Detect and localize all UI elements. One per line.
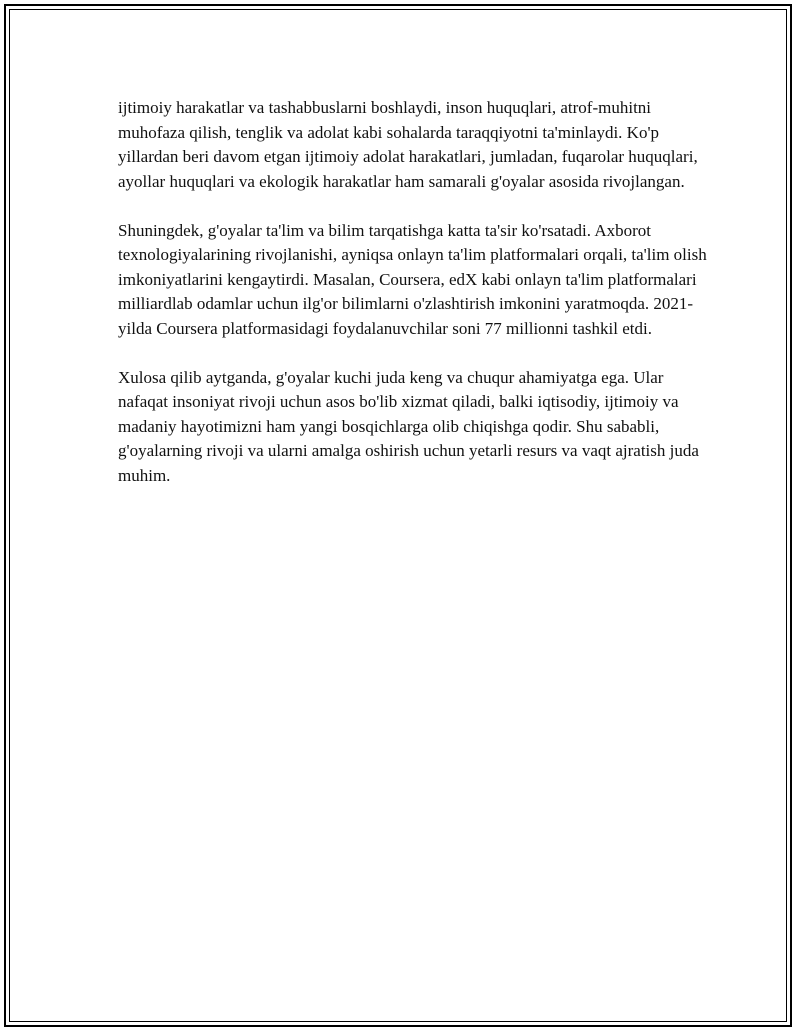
document-body	[118, 96, 708, 513]
paragraph-3: Xulosa qilib aytganda, g'oyalar kuchi juda keng va chuqur ahamiyatga ega. Ular nafaqat insoniyat rivoji uchun asos bo'lib xizmat qiladi, balki iqtisodiy, ijtimoiy va madaniy hayotimizni ham yangi bosqichlarga olib chiqishga qodir. Shu sababli, g'oyalarning rivoji va ularni amalga oshirish uchun yetarli resurs va vaqt ajratish juda muhim.	[118, 367, 699, 485]
paragraph-1: ijtimoiy harakatlar va tashabbuslarni boshlaydi, inson huquqlari, atrof-muhitni muhofaza qilish, tenglik va adolat kabi sohalarda taraqqiyotni ta'minlaydi. Ko'p yillardan beri davom etgan ijtimoiy adolat harakatlari, jumladan, fuqarolar huquqlari, ayollar huquqlari va ekologik harakatlar ham samarali g'oyalar asosida rivojlangan.	[118, 98, 698, 191]
paragraph-2: Shuningdek, g'oyalar ta'lim va bilim tarqatishga katta ta'sir ko'rsatadi. Axborot texnologiyalarining rivojlanishi, ayniqsa onlayn ta'lim platformalari orqali, ta'lim olish imkoniyatlarini kengaytirdi. Masalan, Coursera, edX kabi onlayn ta'lim platformalari milliardlab odamlar uchun ilg'or bilimlarni o'zlashtirish imkonini yaratmoqda. 2021-yilda Coursera platformasidagi foydalanuvchilar soni 77 millionni tashkil etdi.	[118, 220, 707, 338]
page-frame	[4, 4, 792, 1027]
